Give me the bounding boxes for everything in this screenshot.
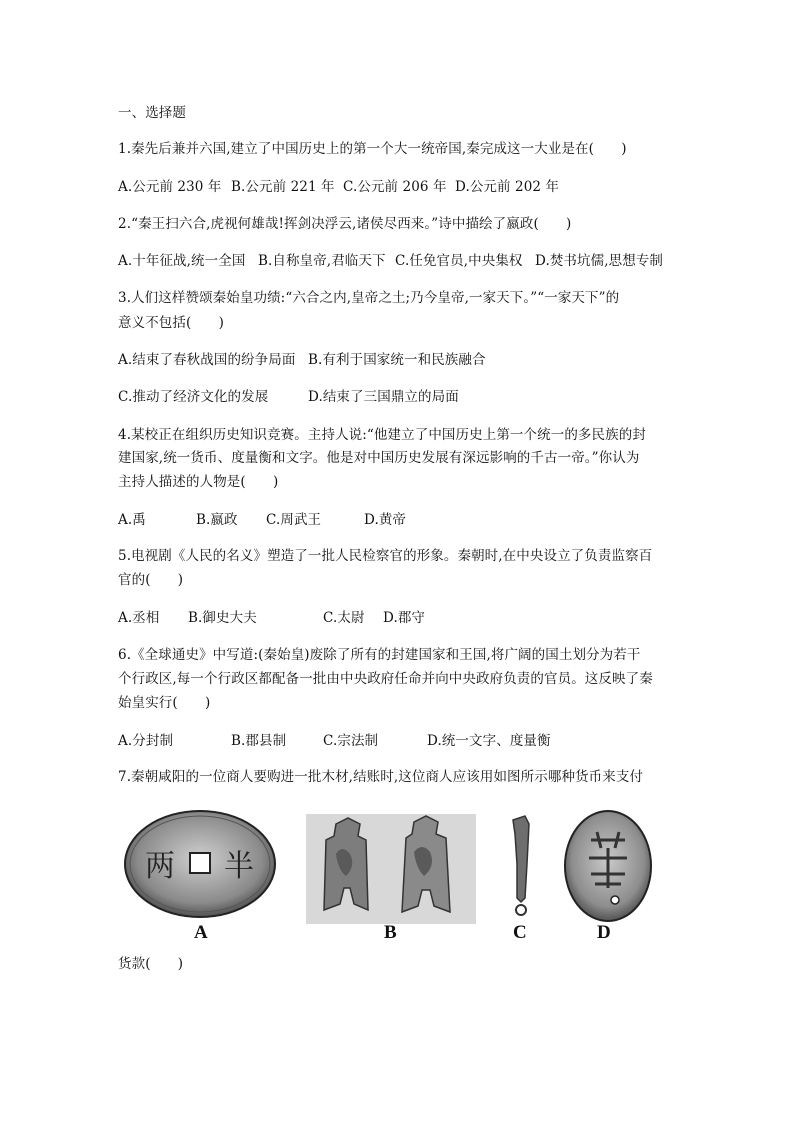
- coin-b-image: [306, 814, 476, 924]
- option-b: B.公元前 221 年: [231, 179, 335, 195]
- option-b: B.自称皇帝,君临天下: [258, 253, 386, 269]
- coin-a-image: [122, 808, 278, 920]
- option-a: A.公元前 230 年: [118, 179, 222, 195]
- option-d: D.结束了三国鼎立的局面: [308, 389, 459, 405]
- question-6-text-2: 个行政区,每一个行政区都配备一批由中央政府任命并向中央政府负责的官员。这反映了秦: [118, 671, 653, 687]
- question-3-options-row2: [118, 385, 459, 405]
- coin-d-image: [561, 808, 655, 924]
- question-5-options: [118, 606, 425, 626]
- question-7-text-2: 货款( ): [118, 956, 184, 972]
- option-b: B.御史大夫: [188, 610, 257, 626]
- option-a: A.结束了春秋战国的纷争局面: [118, 352, 296, 368]
- option-a: A.禹: [118, 512, 146, 528]
- coin-a-char-left: 两: [145, 849, 175, 884]
- coin-a-char-right: 半: [224, 849, 254, 884]
- question-6-text-1: 6.《全球通史》中写道:(秦始皇)废除了所有的封建国家和王国,将广阔的国土划分为若干: [118, 647, 641, 663]
- option-c: C.周武王: [266, 512, 322, 528]
- question-5-text-1: 5.电视剧《人民的名义》塑造了一批人民检察官的形象。秦朝时,在中央设立了负责监察百: [118, 548, 653, 564]
- coin-a-label: A: [194, 922, 208, 943]
- option-d: D.黄帝: [364, 512, 407, 528]
- option-b: B.嬴政: [196, 512, 238, 528]
- option-d: D.公元前 202 年: [455, 179, 560, 195]
- section-title: 一、选择题: [118, 105, 186, 121]
- coin-d-label: D: [597, 922, 611, 943]
- question-1-text: 1.秦先后兼并六国,建立了中国历史上的第一个大一统帝国,秦完成这一大业是在( ): [118, 141, 627, 157]
- coin-c-label: C: [513, 922, 527, 943]
- option-d: D.统一文字、度量衡: [427, 733, 551, 749]
- question-4-text-2: 建国家,统一货币、度量衡和文字。他是对中国历史发展有深远影响的千古一帝。”你认为: [118, 450, 640, 466]
- question-4-text-1: 4.某校正在组织历史知识竞赛。主持人说:“他建立了中国历史上第一个统一的多民族的封: [118, 427, 646, 443]
- question-6-options: [118, 729, 551, 749]
- option-c: C.宗法制: [323, 733, 379, 749]
- option-c: C.推动了经济文化的发展: [118, 389, 269, 405]
- option-b: B.有利于国家统一和民族融合: [308, 352, 486, 368]
- option-c: C.太尉: [323, 610, 365, 626]
- option-b: B.郡县制: [231, 733, 287, 749]
- option-a: A.分封制: [118, 733, 174, 749]
- option-c: C.任免官员,中央集权: [395, 253, 523, 269]
- question-2-text: 2.“秦王扫六合,虎视何雄哉!挥剑决浮云,诸侯尽西来。”诗中描绘了嬴政( ): [118, 216, 572, 232]
- question-5-text-2: 官的( ): [118, 572, 184, 588]
- coin-b-label: B: [384, 922, 397, 943]
- question-6-text-3: 始皇实行( ): [118, 695, 211, 711]
- question-2-options: [118, 249, 663, 269]
- option-c: C.公元前 206 年: [343, 179, 447, 195]
- option-a: A.十年征战,统一全国: [118, 253, 246, 269]
- question-4-text-3: 主持人描述的人物是( ): [118, 474, 279, 490]
- coin-c-image: [505, 814, 539, 924]
- question-1-options: [118, 175, 559, 195]
- option-d: D.郡守: [383, 610, 426, 626]
- question-3-text-1: 3.人们这样赞颂秦始皇功绩:“六合之内,皇帝之土;乃今皇帝,一家天下。”“一家天下”的: [118, 290, 620, 306]
- question-3-options-row1: [118, 348, 486, 368]
- question-4-options: [118, 508, 406, 528]
- question-3-text-2: 意义不包括( ): [118, 315, 224, 331]
- question-7-text-1: 7.秦朝咸阳的一位商人要购进一批木材,结账时,这位商人应该用如图所示哪种货币来支付: [118, 769, 644, 785]
- option-a: A.丞相: [118, 610, 160, 626]
- option-d: D.焚书坑儒,思想专制: [535, 253, 664, 269]
